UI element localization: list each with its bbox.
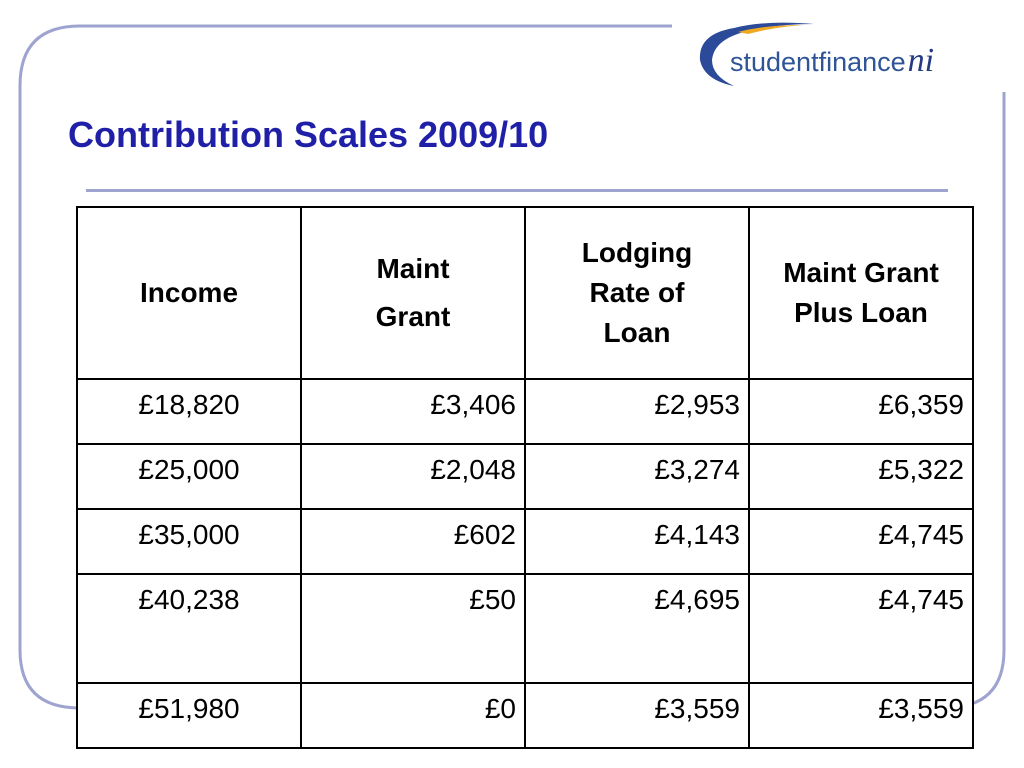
cell-maint-grant: £3,406 bbox=[301, 379, 525, 444]
table-row bbox=[77, 509, 973, 574]
header-maint-grant-plus-loan bbox=[749, 207, 973, 379]
header-income bbox=[77, 207, 301, 379]
cell-lodging-rate: £3,559 bbox=[525, 683, 749, 748]
header-line: Income bbox=[139, 277, 239, 308]
cell-grant-plus-loan: £5,322 bbox=[749, 444, 973, 509]
header-line: Grant bbox=[375, 301, 451, 332]
cell-maint-grant: £2,048 bbox=[301, 444, 525, 509]
cell-income: £18,820 bbox=[77, 379, 301, 444]
cell-lodging-rate: £2,953 bbox=[525, 379, 749, 444]
logo-brand-main: studentfinance bbox=[730, 47, 906, 77]
logo-wordmark bbox=[730, 42, 934, 80]
title-divider bbox=[86, 189, 948, 192]
table-row bbox=[77, 379, 973, 444]
cell-lodging-rate: £4,695 bbox=[525, 574, 749, 683]
cell-maint-grant: £602 bbox=[301, 509, 525, 574]
cell-income: £40,238 bbox=[77, 574, 301, 683]
table-row bbox=[77, 574, 973, 683]
slide-title: Contribution Scales 2009/10 bbox=[68, 114, 549, 155]
table-row bbox=[77, 444, 973, 509]
cell-maint-grant: £50 bbox=[301, 574, 525, 683]
header-maint-grant bbox=[301, 207, 525, 379]
cell-income: £51,980 bbox=[77, 683, 301, 748]
cell-income: £35,000 bbox=[77, 509, 301, 574]
header-line: Lodging bbox=[581, 237, 693, 268]
header-line: Plus Loan bbox=[794, 297, 928, 328]
header-line: Loan bbox=[603, 317, 671, 348]
table-body bbox=[77, 379, 973, 748]
cell-lodging-rate: £3,274 bbox=[525, 444, 749, 509]
cell-income: £25,000 bbox=[77, 444, 301, 509]
table-row bbox=[77, 683, 973, 748]
cell-grant-plus-loan: £3,559 bbox=[749, 683, 973, 748]
student-finance-ni-logo bbox=[694, 20, 1004, 88]
logo-brand-suffix: ni bbox=[907, 42, 935, 79]
header-line: Maint bbox=[376, 253, 450, 284]
cell-maint-grant: £0 bbox=[301, 683, 525, 748]
contribution-scales-table bbox=[76, 206, 974, 749]
header-row bbox=[77, 207, 973, 379]
header-lodging-rate-of-loan bbox=[525, 207, 749, 379]
cell-grant-plus-loan: £4,745 bbox=[749, 574, 973, 683]
header-line: Maint Grant bbox=[783, 257, 939, 288]
cell-lodging-rate: £4,143 bbox=[525, 509, 749, 574]
table-header bbox=[77, 207, 973, 379]
cell-grant-plus-loan: £4,745 bbox=[749, 509, 973, 574]
header-line: Rate of bbox=[589, 277, 685, 308]
cell-grant-plus-loan: £6,359 bbox=[749, 379, 973, 444]
